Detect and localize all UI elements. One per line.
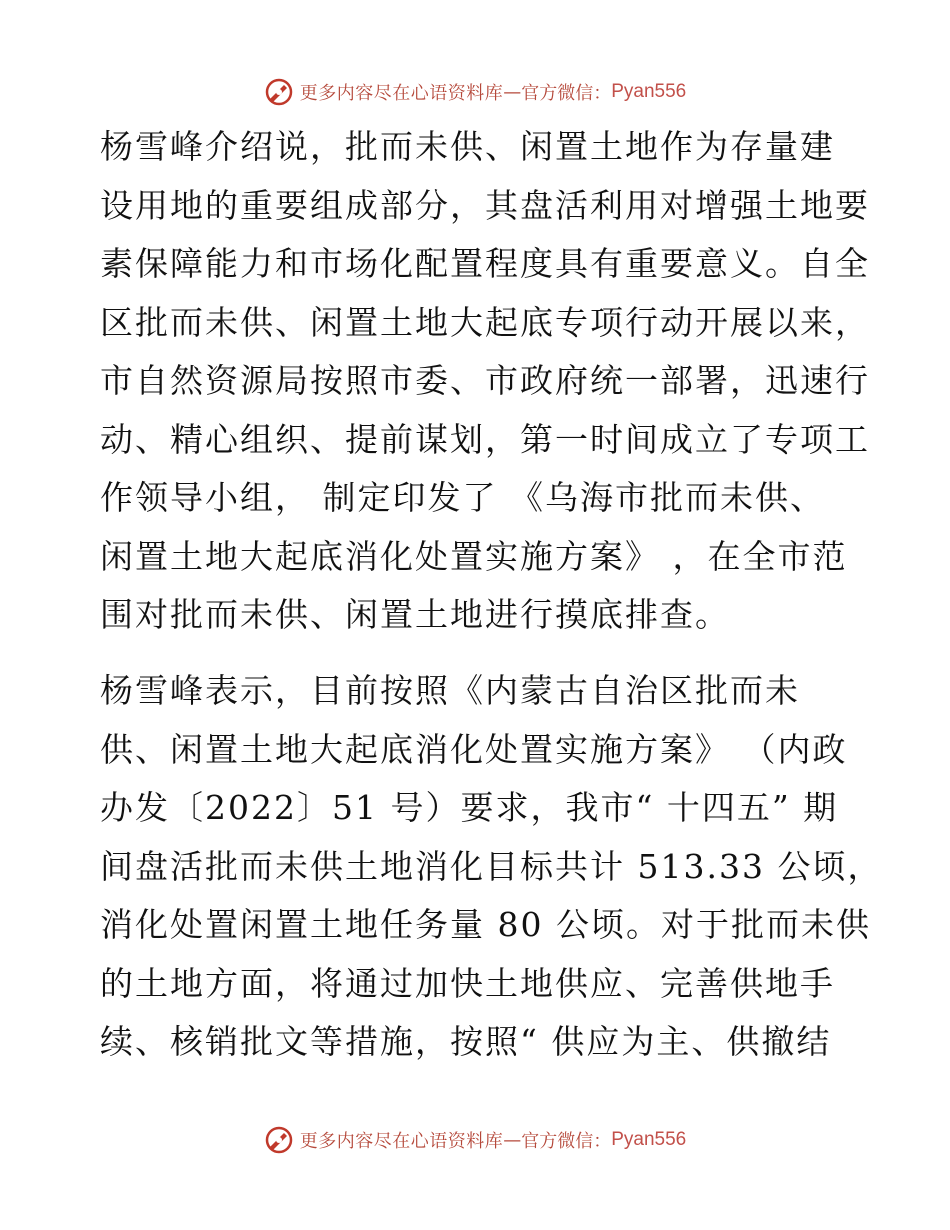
paragraph-line: 区批而未供、闲置土地大起底专项行动开展以来， bbox=[100, 302, 870, 342]
paragraph-line: 围对批而未供、闲置土地进行摸底排查。 bbox=[100, 595, 730, 634]
paragraph-line: 续、核销批文等措施，按照“ 供应为主、供撤结 bbox=[100, 1022, 832, 1061]
paragraph-line: 市自然资源局按照市委、市政府统一部署，迅速行 bbox=[100, 361, 870, 400]
paragraph-line: 消化处置闲置土地任务量 80 公顷。对于批而未供 bbox=[100, 905, 871, 944]
header-watermark bbox=[0, 72, 950, 112]
paragraph-line: 间盘活批而未供土地消化目标共计 513.33 公顷， bbox=[100, 846, 883, 886]
wechat-label: 官方微信： bbox=[521, 1131, 612, 1152]
watermark-dash: — bbox=[503, 1129, 522, 1151]
footer-watermark bbox=[0, 1120, 950, 1160]
paragraph-line: 设用地的重要组成部分，其盘活利用对增强土地要 bbox=[100, 185, 870, 225]
wechat-id: Pyan556 bbox=[611, 81, 687, 102]
watermark-text: 更多内容尽在心语资料库 bbox=[299, 1131, 504, 1152]
watermark-text: 更多内容尽在心语资料库 bbox=[299, 83, 504, 104]
paragraph-line: 的土地方面，将通过加快土地供应、完善供地手 bbox=[100, 963, 835, 1003]
watermark-dash: — bbox=[503, 81, 522, 103]
paragraph-line: 供、闲置土地大起底消化处置实施方案》 （内政 bbox=[100, 729, 848, 769]
paragraph-line: 杨雪峰表示，目前按照《内蒙古自治区批而未 bbox=[100, 671, 800, 710]
paragraph-line: 动、精心组织、提前谋划，第一时间成立了专项工 bbox=[100, 419, 870, 459]
pen-circle-logo-icon bbox=[264, 1125, 294, 1155]
pen-circle-logo-icon bbox=[264, 77, 294, 107]
paragraph-line: 办发〔2022〕51 号）要求，我市“ 十四五” 期 bbox=[100, 788, 839, 827]
paragraph-line: 闲置土地大起底消化处置实施方案》 ，在全市范 bbox=[100, 536, 848, 576]
paragraph-2 bbox=[100, 662, 883, 1072]
paragraph-1 bbox=[100, 118, 870, 645]
paragraph-line: 作领导小组， 制定印发了 《乌海市批而未供、 bbox=[100, 478, 825, 517]
paragraph-line: 素保障能力和市场化配置程度具有重要意义。自全 bbox=[100, 244, 870, 283]
wechat-id: Pyan556 bbox=[611, 1129, 687, 1150]
wechat-label: 官方微信： bbox=[521, 83, 612, 104]
paragraph-line: 杨雪峰介绍说，批而未供、闲置土地作为存量建 bbox=[100, 127, 835, 166]
